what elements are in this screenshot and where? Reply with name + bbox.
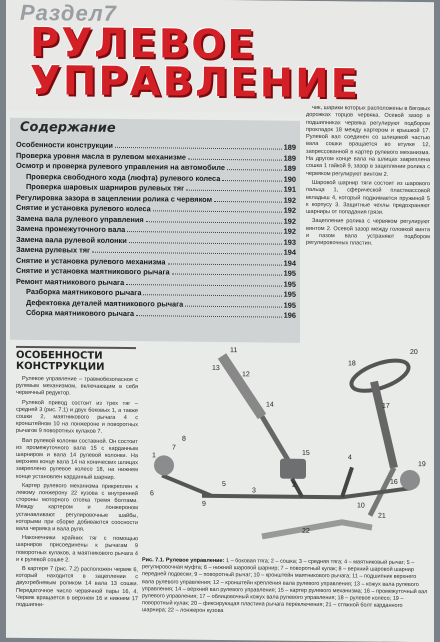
paragraph: Вал рулевой колонки составной. Он состоит из промежуточного вала 15 с карданным шарниром и вала 14 рулевой колонки. На верхнем конце вала 14 на конических шлицах закреплено рулевое колесо 18, на нижнем конце установлен карданный шарнир. <box>16 437 138 481</box>
toc-leader-dots <box>146 221 282 223</box>
toc-leader-dots <box>153 210 282 212</box>
figure-callout-label: 20 <box>410 348 418 357</box>
toc-leader-dots <box>227 169 282 171</box>
left-side-tie-rod <box>162 475 212 496</box>
figure-callout-label: 5 <box>222 481 226 489</box>
toc-entry-page: 189 <box>283 163 296 173</box>
toc-leader-dots <box>126 284 281 287</box>
toc-entry-page: 192 <box>283 195 296 205</box>
toc-leader-dots <box>127 231 281 234</box>
figure-callout-label: 8 <box>182 435 186 443</box>
toc-entry-label: Замена промежуточного вала <box>16 223 126 235</box>
paragraph: чик, шарики которых расположены в беговых дорожках торцов червяка. Осевой зазор в подшипниках червяка регулируют подбором прокладок 18 между картером и крышкой 17. Рулевой вал соединен со шлицевой частью вала сошки вращается во втулке 12, запрессованной в картер рулевого механизма. На другом конце вала на шлицах закреплена сошка 1 гайкой 9, зазор в зацеплении ролика с червяком регулируют винтом 2. <box>306 104 430 178</box>
toc-entry-page: 194 <box>283 247 296 257</box>
toc-leader-dots <box>185 305 281 307</box>
toc-entry-page: 190 <box>283 174 296 184</box>
toc-entry-page: 196 <box>283 310 296 320</box>
right-column-text <box>306 105 430 346</box>
chapter-title-line1: РУЛЕВОЕ <box>30 20 257 69</box>
figure-callout-label: 1 <box>152 452 156 460</box>
toc-entry-page: 195 <box>283 268 296 278</box>
figure-callout-label: 7 <box>172 444 176 452</box>
toc-entry-label: Особенности конструкции <box>16 139 113 150</box>
paragraph: Рулевое управление – травмобезопасное с рулевым механизмом, включающим в себя червячный редуктор. <box>16 375 138 397</box>
table-of-contents <box>10 118 300 343</box>
section-label: Раздел7 <box>20 0 117 26</box>
section-heading <box>16 350 136 373</box>
section-heading-line2: КОНСТРУКЦИИ <box>16 360 105 373</box>
figure-callout-label: 4 <box>348 454 352 462</box>
toc-entry <box>16 308 296 321</box>
toc-entry-page: 189 <box>283 153 296 163</box>
paragraph: Картер рулевого механизма прикреплен к левому лонжерону 22 кузова с внутренней стороны моторного отсека тремя болтами. Между картером и лонжероном устанавливают регулировочные шайбы, которыми при сборке добиваются соосности вала червяка и вала руля. <box>16 482 138 533</box>
toc-entry-label: Регулировка зазора в зацеплении ролика с червяком <box>16 192 213 204</box>
idler-arm <box>342 467 352 497</box>
toc-entry-label: Проверка свободного хода (люфта) рулевого колеса <box>26 171 221 183</box>
toc-leader-dots <box>186 190 281 192</box>
paragraph: Наконечники крайних тяг с помощью шарниров присоединены к рычагам 9 поворотных кулаков, а маятникового рычага 4 и к рулевой сошке 2. <box>16 535 138 564</box>
toc-entry-label: Снятие и установка маятникового рычага <box>16 265 170 277</box>
toc-leader-dots <box>92 252 282 255</box>
toc-entry-label: Ремонт маятникового рычага <box>16 276 125 287</box>
frame-rail <box>262 521 372 537</box>
toc-entry-label: Проверка уровня масла в рулевом механизме <box>16 150 187 162</box>
column-housing <box>222 356 262 416</box>
toc-entry-page: 195 <box>283 289 296 299</box>
steering-system-diagram <box>142 345 430 558</box>
caption-title: Рис. 7.1. Рулевое управление: <box>142 557 225 565</box>
figure-callout-label: 22 <box>302 527 310 535</box>
middle-tie-rod <box>202 496 342 497</box>
caption-text: 1 – боковая тяга; 2 – сошка; 3 – средняя тяга; 4 – маятниковый рычаг; 5 – регулировочная муфта; 6 – нижний шаровой шарнир; 7 – поворотный кулак; 8 – верхний шаровой шарнир передней подвески; 9 – поворотный рычаг; 10 – кронштейн маятникового рычага; 11 – подшипник верхнего вала рулевого управления; 12 – кронштейн крепления вала рулевого управления; 13 – кожух вала рулевого управления; 14 – верхний вал рулевого управления; 15 – картер рулевого механизма; 16 – промежуточный вал рулевого управления; 17 – облицовочный кожух вала рулевого управления; 18 – рулевое колесо; 19 – поворотный кулак; 20 – фиксирующая пластина рычага переключения; 21 – стяжной болт карданного шарнира; 22 – лонжерон кузова <box>142 558 428 615</box>
toc-leader-dots <box>143 294 281 296</box>
chapter-header <box>6 0 434 114</box>
paragraph: Шаровой шарнир тяги состоит из шарового пальца 1, сферической пластмассовой вкладыш 4, который поджимается пружиной 5 к корпусу 3. Защитные чехлы предохраняют шарниры от попадания грязи. <box>306 179 430 216</box>
figure-callout-label: 9 <box>202 500 206 508</box>
toc-entry-page: 192 <box>283 205 296 215</box>
figure-callout-label: 13 <box>212 364 220 372</box>
toc-leader-dots <box>129 242 282 245</box>
toc-leader-dots <box>168 263 282 265</box>
figure-callout-label: 21 <box>378 512 386 520</box>
steering-gearbox <box>280 459 306 479</box>
paragraph: В картере 7 (рис. 7.2) расположен червяк 6, который находится в зацеплении с двухгребневым роликом 14 вала 13 сошки. Передаточное число червячной пары 16, 4. Червяк вращается в верхнем 16 и нижнем 17 подшипни- <box>16 566 138 609</box>
toc-leader-dots <box>136 315 282 318</box>
figure-callout-label: 3 <box>252 487 256 495</box>
figure-caption <box>142 557 428 638</box>
figure-callout-label: 10 <box>357 502 365 510</box>
toc-entry-label: Снятие и установка рулевого колеса <box>16 202 151 214</box>
toc-entry-label: Сборка маятникового рычага <box>26 307 135 319</box>
toc-entry-page: 192 <box>283 226 296 236</box>
toc-entry-label: Осмотр и проверка рулевого управления на автомобиле <box>16 160 225 173</box>
steering-column <box>374 382 394 468</box>
toc-entry-label: Разборка маятникового рычага <box>26 286 142 298</box>
toc-entry-page: 195 <box>283 300 296 310</box>
figure-callout-label: 6 <box>150 490 154 498</box>
chapter-title-line2: УПРАВЛЕНИЕ <box>30 58 360 108</box>
figure-callout-label: 11 <box>230 347 238 355</box>
figure-callout-label: 15 <box>302 449 310 457</box>
toc-entry-page: 189 <box>283 142 296 152</box>
toc-entry-label: Проверка шаровых шарниров рулевых тяг <box>26 181 185 193</box>
paragraph: Зацепление ролика с червяком регулируют винтом 2. Осевой зазор между головкой винта и пазом вала устраняют подбором регулировочных пластин. <box>306 218 430 247</box>
left-column-text <box>16 376 138 633</box>
figure-callout-label: 17 <box>382 402 390 410</box>
toc-entry-page: 194 <box>283 258 296 268</box>
toc-entry-label: Дефектовка деталей маятникового рычага <box>26 297 184 309</box>
toc-list <box>16 140 296 321</box>
toc-entry-page: 193 <box>283 237 296 247</box>
toc-entry-label: Снятие и установка рулевого механизма <box>16 255 166 266</box>
right-knuckle <box>400 470 420 490</box>
figure-callout-label: 19 <box>418 461 426 469</box>
figure-callout-label: 12 <box>242 371 250 379</box>
toc-leader-dots <box>188 158 282 160</box>
toc-entry-label: Замена рулевых тяг <box>16 244 91 255</box>
toc-entry-label: Замена вала рулевого управления <box>16 213 144 224</box>
figure-callout-label: 16 <box>390 478 398 486</box>
section-rule <box>16 346 136 349</box>
figure-callout-label: 14 <box>266 401 274 409</box>
toc-leader-dots <box>172 273 282 275</box>
figure-callout-label: 18 <box>348 360 356 368</box>
section-heading-line1: ОСОБЕННОСТИ <box>16 349 103 362</box>
toc-entry-page: 192 <box>283 216 296 226</box>
toc-entry-page: 195 <box>283 279 296 289</box>
left-knuckle <box>154 455 174 475</box>
figure-callout-label: 2 <box>292 481 296 489</box>
toc-heading: Содержание <box>20 119 116 136</box>
paragraph: Рулевой привод состоит из трех тяг – средней 3 (рис. 7.1) и двух боковых 1, а также сошки 2, маятникового рычага 4 с кронштейном 10 на лонжероне и поворотных рычагов 9 поворотных кулаков 7. <box>16 399 138 436</box>
book-page <box>6 0 434 642</box>
toc-leader-dots <box>222 180 281 182</box>
toc-leader-dots <box>115 147 282 150</box>
toc-leader-dots <box>214 200 282 202</box>
toc-entry-page: 191 <box>283 184 296 194</box>
toc-entry-label: Замена вала рулевой колонки <box>16 234 127 245</box>
